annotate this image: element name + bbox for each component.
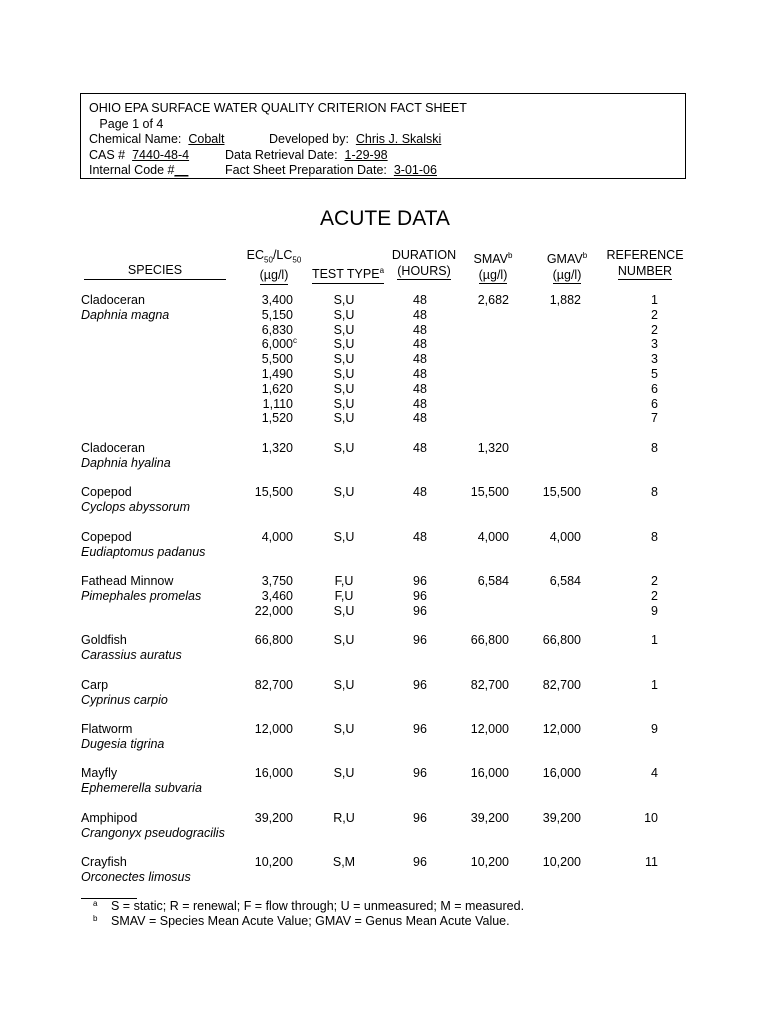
reference-cell (620, 323, 658, 338)
duration-cell-value: 48 (413, 441, 427, 455)
ec50-cell (240, 336, 297, 352)
developed-label: Developed by: (269, 132, 349, 146)
reference-cell-value: 1 (651, 633, 658, 647)
duration-cell (392, 811, 448, 826)
ec50-cell (240, 323, 293, 338)
duration-cell-value: 96 (413, 678, 427, 692)
species-cell (81, 574, 201, 604)
ec50-cell (240, 633, 293, 648)
test-type-cell-value: S,U (333, 293, 355, 307)
duration-cell (392, 308, 448, 323)
reference-cell (620, 530, 658, 545)
reference-number-label: NUMBER (618, 264, 672, 281)
prep-value: 3-01-06 (393, 163, 437, 177)
test-type-cell-value: S,U (333, 530, 355, 544)
test-type-cell (318, 855, 370, 870)
ec50-cell-value: 22,000 (254, 603, 293, 618)
duration-cell-value: 96 (413, 633, 427, 647)
reference-cell (620, 855, 658, 870)
gmav-cell-value: 6,584 (549, 574, 581, 588)
duration-cell-value: 48 (413, 381, 427, 396)
duration-cell (392, 397, 448, 412)
reference-cell (620, 382, 658, 397)
gmav-cell-value: 10,200 (542, 855, 581, 869)
duration-label: DURATION (391, 248, 457, 262)
duration-cell-value: 48 (413, 367, 427, 381)
gmav-cell-value: 39,200 (542, 811, 581, 825)
reference-cell-value: 3 (651, 352, 658, 367)
duration-cell (392, 855, 448, 870)
chemical-value: Cobalt (188, 132, 225, 146)
header-chemical-line (89, 132, 677, 148)
gmav-cell-value: 12,000 (542, 722, 581, 736)
reference-cell (620, 574, 658, 589)
species-common-name: Flatworm (81, 722, 133, 736)
ec50-cell-value: 6,000 (261, 337, 293, 352)
reference-cell-value: 1 (651, 293, 658, 307)
duration-cell-value: 96 (413, 722, 427, 736)
test-type-cell-value: S,U (333, 722, 355, 736)
col-duration (388, 248, 460, 280)
ec50-cell-value: 6,830 (261, 322, 293, 337)
test-type-cell-value: F,U (334, 574, 354, 588)
duration-cell-value: 48 (413, 307, 427, 322)
species-latin-name: Daphnia magna (81, 307, 170, 322)
test-type-cell (318, 352, 370, 367)
duration-cell-value: 48 (413, 396, 427, 411)
ec50-cell-value: 82,700 (254, 678, 293, 692)
species-cell (81, 530, 205, 560)
test-type-cell-value: S,U (333, 337, 355, 352)
gmav-cell-value: 82,700 (542, 678, 581, 692)
reference-cell (620, 766, 658, 781)
fact-sheet-header (80, 93, 686, 179)
species-latin-name: Daphnia hyalina (81, 455, 171, 470)
header-title-text: OHIO EPA SURFACE WATER QUALITY CRITERION FACT SHEET (89, 101, 467, 115)
ec50-cell (240, 411, 293, 426)
test-type-cell (318, 574, 370, 589)
reference-cell-value: 9 (651, 603, 658, 618)
smav-cell-value: 82,700 (470, 678, 509, 692)
smav-cell-value: 66,800 (470, 633, 509, 647)
test-type-cell-value: S,M (332, 855, 356, 869)
test-type-cell (318, 323, 370, 338)
footnote-b-text: SMAV = Species Mean Acute Value; GMAV = Genus Mean Acute Value. (111, 914, 510, 928)
header-internal-line (89, 163, 677, 179)
reference-cell (620, 337, 658, 352)
gmav-cell-value: 16,000 (542, 766, 581, 780)
smav-cell-value: 2,682 (477, 293, 509, 307)
test-type-cell-value: S,U (333, 396, 355, 411)
ec50-cell-value: 4,000 (261, 530, 293, 544)
page-indicator: Page 1 of 4 (99, 116, 164, 131)
duration-cell (392, 722, 448, 737)
chemical-label: Chemical Name: (89, 132, 182, 146)
species-cell (81, 678, 168, 708)
gmav-cell (528, 293, 581, 308)
test-type-cell (318, 633, 370, 648)
col-ec50 (238, 248, 310, 285)
reference-cell (620, 293, 658, 308)
ec50-cell (240, 589, 293, 604)
reference-label: REFERENCE (606, 248, 684, 262)
species-common-name: Cladoceran (81, 293, 145, 307)
gmav-unit: (µg/l) (553, 268, 582, 285)
reference-cell-value: 9 (651, 722, 658, 736)
species-latin-name: Pimephales promelas (81, 588, 202, 603)
smav-cell (456, 678, 509, 693)
reference-cell-value: 2 (651, 322, 658, 337)
reference-cell (620, 367, 658, 382)
test-type-cell (318, 485, 370, 500)
test-type-cell (318, 811, 370, 826)
species-cell (81, 722, 164, 752)
ec50-cell-value: 16,000 (254, 766, 293, 780)
test-type-cell-value: S,U (333, 381, 355, 396)
cas-value: 7440-48-4 (132, 147, 190, 162)
smav-unit: (µg/l) (479, 268, 508, 285)
reference-cell-value: 8 (651, 485, 658, 499)
internal-value: __ (174, 163, 189, 177)
smav-cell (456, 855, 509, 870)
duration-cell (392, 678, 448, 693)
ec50-cell (240, 397, 293, 412)
header-title (89, 101, 677, 117)
ec50-cell-value: 39,200 (254, 811, 293, 825)
ec50-cell-value: 12,000 (254, 722, 293, 736)
test-type-cell-value: S,U (333, 411, 355, 426)
header-cas-line (89, 148, 677, 164)
test-type-cell (318, 308, 370, 323)
reference-cell-value: 8 (651, 441, 658, 455)
duration-cell (392, 485, 448, 500)
species-latin-name: Carassius auratus (81, 647, 182, 662)
smav-label: SMAV (473, 252, 509, 267)
ec50-cell (240, 485, 293, 500)
test-type-cell-value: R,U (333, 811, 355, 825)
gmav-cell (528, 766, 581, 781)
species-common-name: Mayfly (81, 766, 118, 780)
smav-cell (456, 766, 509, 781)
prep-label: Fact Sheet Preparation Date: (225, 163, 387, 177)
species-cell (81, 855, 191, 885)
reference-cell (620, 411, 658, 426)
gmav-cell (528, 530, 581, 545)
ec50-cell (240, 604, 293, 619)
species-common-name: Carp (81, 678, 109, 692)
duration-cell-value: 48 (413, 322, 427, 337)
duration-cell-value: 48 (413, 485, 427, 499)
duration-cell-value: 48 (413, 411, 427, 426)
duration-cell-value: 48 (413, 293, 427, 307)
ec50-cell-value: 1,520 (261, 411, 293, 426)
reference-cell-value: 2 (651, 307, 658, 322)
ec50-cell (240, 530, 293, 545)
species-cell (81, 293, 169, 323)
test-type-cell (318, 766, 370, 781)
footnote-a-mark: a (93, 899, 98, 908)
species-latin-name: Dugesia tigrina (81, 736, 165, 751)
test-type-cell (318, 337, 370, 352)
duration-cell (392, 766, 448, 781)
ec50-cell-value: 3,400 (261, 293, 293, 307)
retrieval-value: 1-29-98 (344, 147, 388, 162)
ec-label: EC (246, 248, 265, 262)
col-reference (602, 248, 688, 280)
species-latin-name: Cyprinus carpio (81, 692, 168, 707)
developed-value: Chris J. Skalski (355, 132, 442, 146)
header-page (89, 117, 677, 133)
smav-cell (456, 811, 509, 826)
internal-label: Internal Code # (89, 163, 175, 177)
reference-cell-value: 2 (651, 588, 658, 603)
gmav-cell (528, 722, 581, 737)
ec50-cell-value: 1,110 (262, 396, 293, 411)
reference-cell-value: 5 (651, 367, 658, 381)
duration-cell-value: 96 (413, 766, 427, 780)
smav-cell (456, 633, 509, 648)
species-common-name: Copepod (81, 485, 132, 499)
gmav-cell (528, 574, 581, 589)
species-common-name: Goldfish (81, 633, 127, 647)
species-latin-name: Crangonyx pseudogracilis (81, 825, 225, 840)
ec50-cell (240, 441, 293, 456)
col-species (84, 263, 226, 280)
species-latin-name: Eudiaptomus padanus (81, 544, 206, 559)
smav-cell (456, 441, 509, 456)
reference-cell (620, 811, 658, 826)
reference-cell-value: 8 (651, 530, 658, 544)
species-cell (81, 441, 171, 471)
gmav-label: GMAV (546, 252, 583, 267)
ec50-cell (240, 574, 293, 589)
test-type-cell-value: S,U (333, 766, 355, 780)
smav-cell-value: 39,200 (470, 811, 509, 825)
duration-cell (392, 382, 448, 397)
test-type-cell-value: S,U (333, 441, 355, 455)
duration-cell (392, 352, 448, 367)
ec50-cell-value: 15,500 (254, 485, 293, 499)
test-type-cell (318, 441, 370, 456)
reference-cell-value: 4 (651, 766, 658, 780)
footnote-b-mark: b (93, 914, 98, 923)
test-type-cell-value: S,U (333, 603, 355, 618)
smav-sup: b (508, 251, 513, 260)
test-type-cell (318, 397, 370, 412)
ec50-cell (240, 766, 293, 781)
smav-cell-value: 4,000 (477, 530, 509, 544)
ec50-cell-value: 5,150 (261, 307, 293, 322)
test-type-cell (318, 678, 370, 693)
duration-cell (392, 589, 448, 604)
section-title: ACUTE DATA (320, 207, 450, 230)
species-common-name: Copepod (81, 530, 132, 544)
gmav-cell (528, 678, 581, 693)
col-species-label: SPECIES (127, 263, 183, 277)
test-type-cell-value: S,U (333, 322, 355, 337)
duration-cell-value: 96 (413, 588, 427, 603)
species-latin-name: Orconectes limosus (81, 869, 191, 884)
gmav-cell (528, 855, 581, 870)
test-type-cell (318, 604, 370, 619)
smav-cell (456, 530, 509, 545)
test-type-cell (318, 530, 370, 545)
duration-cell-value: 96 (413, 855, 427, 869)
species-cell (81, 811, 225, 841)
footnote-a (81, 899, 524, 913)
test-type-cell-value: F,U (334, 588, 354, 603)
reference-cell (620, 397, 658, 412)
duration-cell (392, 574, 448, 589)
species-cell (81, 485, 190, 515)
ec50-cell (240, 367, 293, 382)
retrieval-label: Data Retrieval Date: (225, 147, 338, 162)
test-type-cell (318, 589, 370, 604)
ec50-cell-value: 1,490 (261, 367, 293, 381)
gmav-sup: b (582, 251, 588, 260)
ec50-cell-value: 1,320 (261, 441, 293, 455)
test-type-cell-value: S,U (333, 485, 355, 499)
ec50-cell-value: 3,750 (261, 574, 293, 588)
duration-cell-value: 96 (413, 574, 427, 588)
col-smav (464, 248, 522, 284)
species-common-name: Fathead Minnow (81, 574, 174, 588)
gmav-cell (528, 811, 581, 826)
duration-cell (392, 530, 448, 545)
duration-cell (392, 411, 448, 426)
species-common-name: Amphipod (81, 811, 138, 825)
ec50-cell (240, 855, 293, 870)
reference-cell (620, 722, 658, 737)
reference-cell-value: 11 (645, 855, 658, 869)
smav-cell-value: 16,000 (470, 766, 509, 780)
ec50-cell (240, 722, 293, 737)
ec-unit: (µg/l) (260, 268, 289, 285)
ec50-cell (240, 293, 293, 308)
duration-cell (392, 441, 448, 456)
reference-cell-value: 6 (651, 396, 658, 411)
smav-cell (456, 293, 509, 308)
duration-cell (392, 337, 448, 352)
species-latin-name: Ephemerella subvaria (81, 780, 202, 795)
ec50-cell (240, 678, 293, 693)
ec50-cell-value: 3,460 (261, 588, 293, 603)
duration-unit: (HOURS) (397, 264, 450, 281)
test-type-label: TEST TYPE (311, 267, 380, 282)
reference-cell (620, 308, 658, 323)
gmav-cell-value: 66,800 (542, 633, 581, 647)
footnote-b (81, 914, 510, 928)
species-cell (81, 633, 182, 663)
ec50-cell (240, 352, 293, 367)
ec50-cell-value: 66,800 (254, 633, 293, 647)
reference-cell (620, 633, 658, 648)
ec50-footnote-mark: c (293, 336, 297, 346)
duration-cell-value: 48 (413, 530, 427, 544)
ec50-cell-value: 5,500 (261, 352, 293, 367)
species-latin-name: Cyclops abyssorum (81, 499, 191, 514)
col-gmav (538, 248, 596, 284)
test-type-cell (318, 293, 370, 308)
test-type-cell-value: S,U (333, 352, 355, 367)
test-type-cell-value: S,U (333, 678, 355, 692)
test-type-cell-value: S,U (333, 633, 355, 647)
gmav-cell (528, 485, 581, 500)
gmav-cell-value: 4,000 (549, 530, 581, 544)
ec50-cell (240, 382, 293, 397)
cas-label: CAS # (89, 147, 126, 162)
reference-cell-value: 6 (651, 381, 658, 396)
test-type-cell (318, 411, 370, 426)
ec50-cell-value: 10,200 (254, 855, 293, 869)
test-type-cell (318, 382, 370, 397)
species-cell (81, 766, 202, 796)
smav-cell-value: 12,000 (470, 722, 509, 736)
test-type-cell (318, 367, 370, 382)
reference-cell-value: 2 (651, 574, 658, 588)
duration-cell-value: 96 (413, 811, 427, 825)
duration-cell-value: 48 (413, 337, 427, 352)
reference-cell-value: 10 (644, 811, 658, 825)
reference-cell-value: 7 (651, 411, 658, 426)
duration-cell-value: 96 (413, 603, 427, 618)
duration-cell (392, 293, 448, 308)
test-type-sup: a (379, 266, 385, 275)
gmav-cell-value: 1,882 (549, 293, 581, 307)
smav-cell-value: 1,320 (477, 441, 509, 455)
footnote-a-text: S = static; R = renewal; F = flow through; U = unmeasured; M = measured. (111, 899, 525, 913)
test-type-cell-value: S,U (333, 367, 355, 381)
reference-cell-value: 3 (651, 337, 658, 352)
smav-cell (456, 574, 509, 589)
gmav-cell (528, 633, 581, 648)
gmav-cell-value: 15,500 (542, 485, 581, 499)
reference-cell-value: 1 (651, 678, 658, 692)
smav-cell-value: 15,500 (470, 485, 509, 499)
ec50-cell (240, 308, 293, 323)
smav-cell (456, 722, 509, 737)
reference-cell (620, 441, 658, 456)
ec-sub-b: 50 (292, 255, 302, 265)
reference-cell (620, 589, 658, 604)
reference-cell (620, 678, 658, 693)
smav-cell (456, 485, 509, 500)
reference-cell (620, 604, 658, 619)
col-test-type (310, 263, 386, 284)
species-common-name: Crayfish (81, 855, 127, 869)
duration-cell (392, 633, 448, 648)
test-type-cell (318, 722, 370, 737)
reference-cell (620, 352, 658, 367)
ec50-cell-value: 1,620 (261, 381, 293, 396)
ec-mid: /LC (272, 248, 293, 262)
reference-cell (620, 485, 658, 500)
ec-sub-a: 50 (264, 255, 273, 265)
ec50-cell (240, 811, 293, 826)
test-type-cell-value: S,U (333, 307, 355, 322)
duration-cell-value: 48 (413, 352, 427, 367)
duration-cell (392, 323, 448, 338)
duration-cell (392, 604, 448, 619)
smav-cell-value: 6,584 (477, 574, 509, 588)
smav-cell-value: 10,200 (470, 855, 509, 869)
species-common-name: Cladoceran (81, 441, 145, 455)
duration-cell (392, 367, 448, 382)
